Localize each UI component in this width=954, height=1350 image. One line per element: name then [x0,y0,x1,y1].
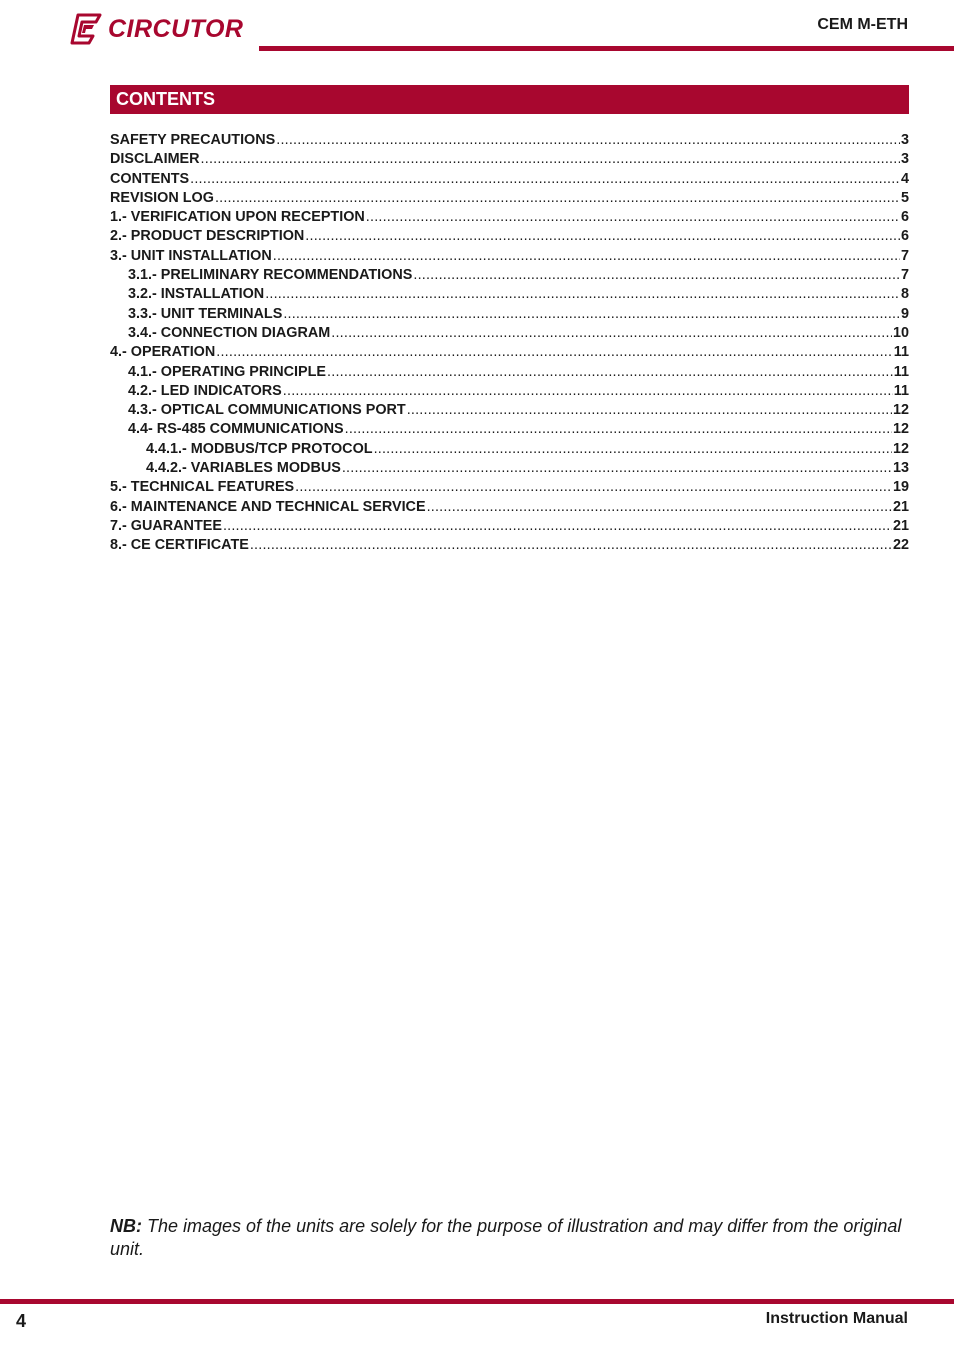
toc-entry[interactable] [110,421,909,440]
toc-leader-dots [215,190,900,206]
toc-entry-title: 4.4- RS-485 COMMUNICATIONS [128,421,344,438]
toc-entry-title: 4.4.1.- MODBUS/TCP PROTOCOL [146,440,373,457]
toc-entry-page: 7 [900,247,909,264]
toc-entry[interactable] [110,171,909,190]
toc-entry-title: 3.3.- UNIT TERMINALS [128,305,283,322]
toc-entry[interactable] [110,383,909,402]
toc-entry-page: 9 [900,305,909,322]
toc-entry[interactable] [110,479,909,498]
toc-leader-dots [413,267,900,283]
toc-entry-page: 19 [892,479,909,496]
product-name: CEM M-ETH [817,16,908,33]
toc-leader-dots [342,460,892,476]
toc-entry-title: 4.3.- OPTICAL COMMUNICATIONS PORT [128,402,406,419]
toc-entry-page: 6 [900,228,909,245]
circutor-logo [70,11,243,47]
contents-heading-bar [110,85,909,114]
toc-entry-title: 2.- PRODUCT DESCRIPTION [110,228,305,245]
brand-name: CIRCUTOR [108,15,244,43]
toc-entry[interactable] [110,441,909,460]
toc-entry[interactable] [110,518,909,537]
toc-leader-dots [327,364,893,380]
toc-entry-title: 4.1.- OPERATING PRINCIPLE [128,363,327,380]
toc-entry-page: 3 [900,151,909,168]
disclaimer-note [110,1215,910,1261]
manual-title: Instruction Manual [765,1310,908,1327]
toc-entry-page: 21 [892,498,909,515]
toc-entry[interactable] [110,209,909,228]
toc-entry[interactable] [110,364,909,383]
toc-leader-dots [201,151,900,167]
toc-entry-page: 22 [892,537,909,554]
toc-leader-dots [276,132,900,148]
toc-leader-dots [305,228,900,244]
toc-entry-page: 4 [900,170,909,187]
toc-entry[interactable] [110,344,909,363]
toc-entry-title: 4.2.- LED INDICATORS [128,382,282,399]
toc-entry-title: 7.- GUARANTEE [110,517,222,534]
toc-entry[interactable] [110,460,909,479]
toc-entry-page: 10 [892,324,909,341]
toc-entry-title: SAFETY PRECAUTIONS [110,132,276,148]
toc-entry[interactable] [110,228,909,247]
toc-entry-page: 13 [892,460,909,477]
toc-entry[interactable] [110,267,909,286]
toc-leader-dots [427,499,892,515]
toc-leader-dots [265,286,900,302]
header-rule [259,46,954,51]
table-of-contents [110,132,909,557]
toc-entry[interactable] [110,537,909,556]
page-number: 4 [16,1311,27,1331]
toc-entry-page: 12 [892,402,909,419]
toc-leader-dots [283,383,893,399]
circutor-logo-icon [70,12,104,46]
toc-leader-dots [345,421,892,437]
toc-leader-dots [295,479,892,495]
toc-entry-page: 7 [900,267,909,284]
toc-entry[interactable] [110,286,909,305]
toc-entry[interactable] [110,190,909,209]
toc-entry-title: 8.- CE CERTIFICATE [110,537,249,554]
toc-entry-title: 4.4.2.- VARIABLES MODBUS [146,460,341,477]
toc-entry-page: 5 [900,189,909,206]
toc-entry-page: 6 [900,209,909,226]
toc-entry-page: 12 [892,421,909,438]
toc-entry-page: 8 [900,286,909,303]
toc-leader-dots [273,248,900,264]
toc-entry[interactable] [110,132,909,151]
toc-leader-dots [283,306,900,322]
toc-entry-title: 6.- MAINTENANCE AND TECHNICAL SERVICE [110,498,426,515]
toc-leader-dots [250,537,892,553]
toc-leader-dots [407,402,892,418]
toc-entry-page: 21 [892,517,909,534]
toc-entry[interactable] [110,402,909,421]
toc-entry-title: 5.- TECHNICAL FEATURES [110,479,295,496]
toc-entry-title: DISCLAIMER [110,151,200,168]
toc-entry-page: 12 [892,440,909,457]
toc-entry-page: 11 [893,363,909,380]
toc-entry[interactable] [110,306,909,325]
note-text: The images of the units are solely for the purpose of illustration and may differ from the original unit. [110,1216,902,1259]
toc-leader-dots [190,171,900,187]
toc-entry[interactable] [110,325,909,344]
toc-entry[interactable] [110,248,909,267]
toc-entry-title: 3.2.- INSTALLATION [128,286,265,303]
toc-entry-page: 11 [893,382,909,399]
toc-leader-dots [374,441,892,457]
toc-entry-title: CONTENTS [110,170,190,187]
note-label: NB: [110,1216,142,1236]
contents-heading: CONTENTS [116,89,215,109]
toc-entry-page: 3 [900,132,909,148]
toc-entry-title: 3.- UNIT INSTALLATION [110,247,272,264]
toc-leader-dots [331,325,892,341]
toc-entry-title: 3.4.- CONNECTION DIAGRAM [128,324,331,341]
toc-leader-dots [216,344,893,360]
toc-entry-title: 1.- VERIFICATION UPON RECEPTION [110,209,365,226]
toc-entry[interactable] [110,151,909,170]
footer-rule [0,1299,954,1304]
toc-entry-title: 4.- OPERATION [110,344,216,361]
toc-entry-title: 3.1.- PRELIMINARY RECOMMENDATIONS [128,267,413,284]
toc-entry[interactable] [110,499,909,518]
toc-leader-dots [223,518,892,534]
toc-entry-title: REVISION LOG [110,189,214,206]
toc-entry-page: 11 [893,344,909,361]
toc-leader-dots [366,209,900,225]
